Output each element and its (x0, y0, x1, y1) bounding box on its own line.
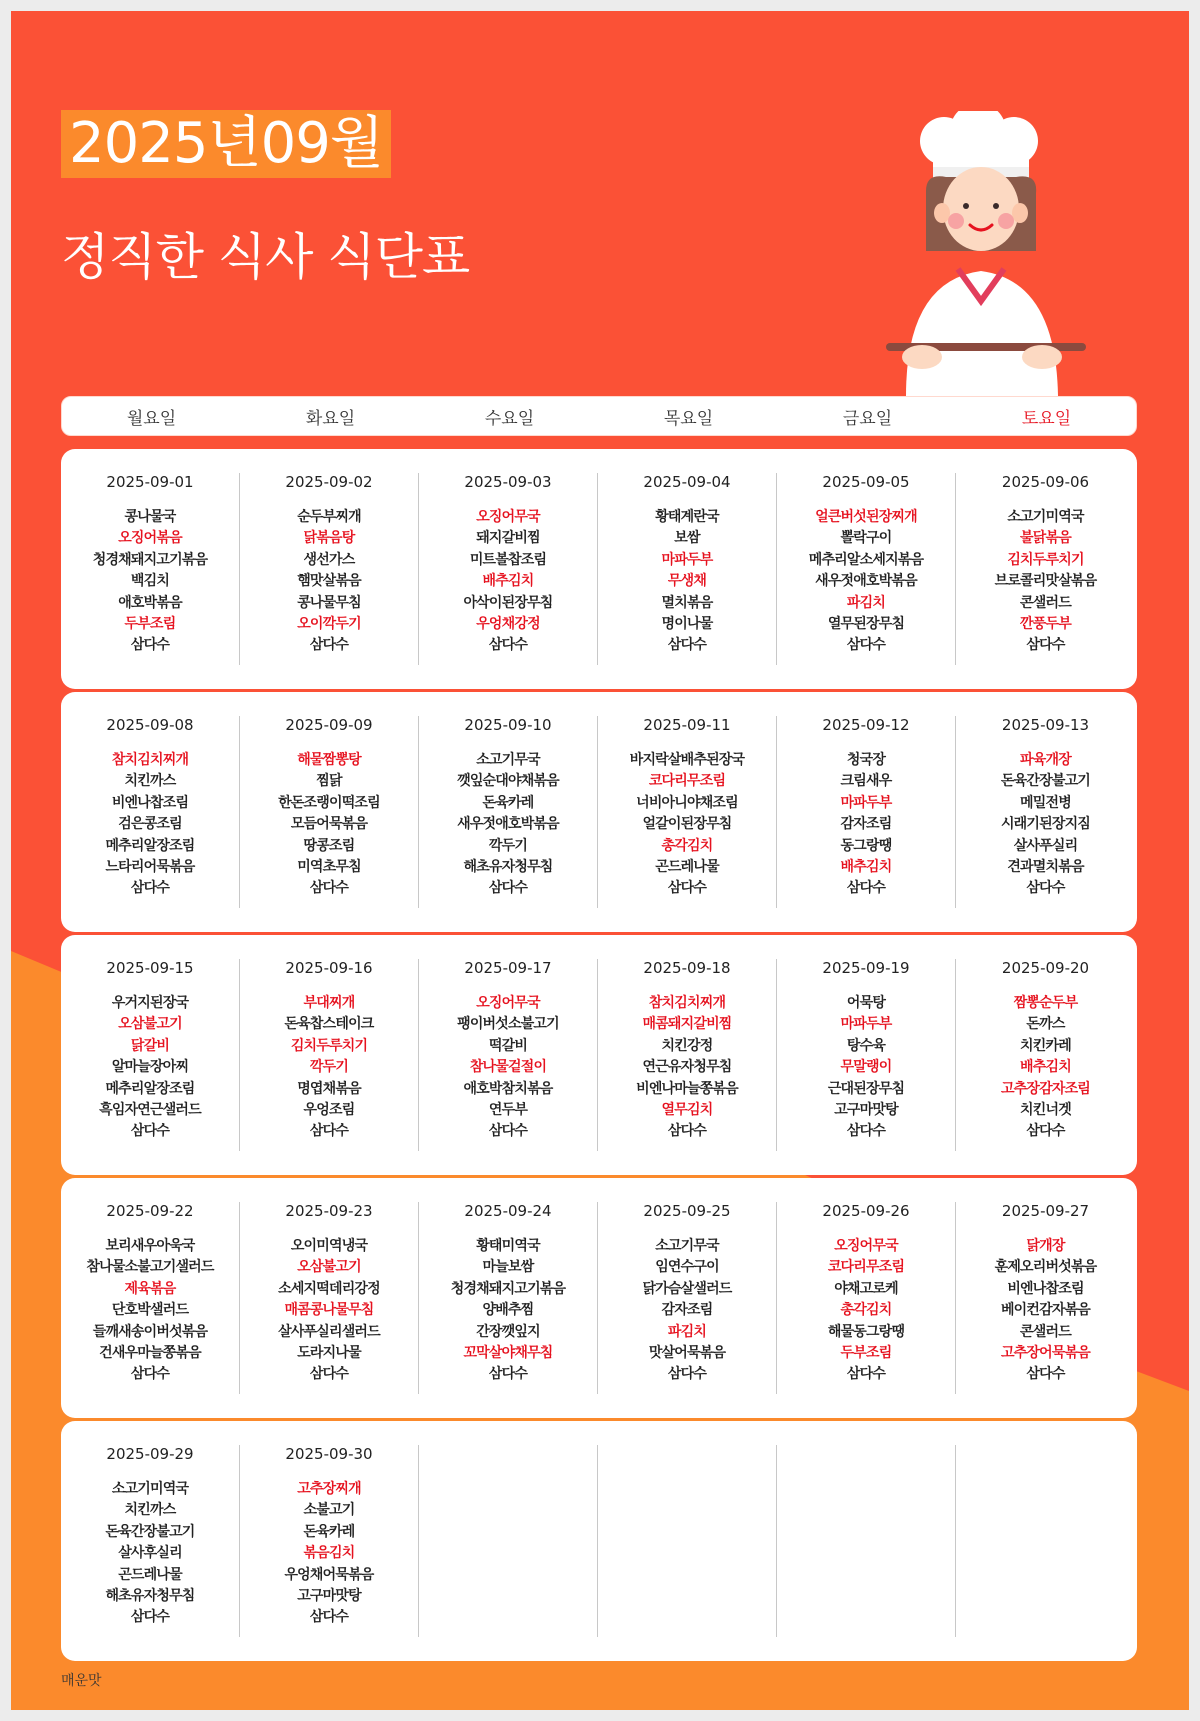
menu-item: 야채고로케 (834, 1280, 898, 1297)
menu-item: 콘샐러드 (1020, 594, 1071, 611)
day-cell (777, 1202, 956, 1394)
weekday-header (61, 396, 1137, 436)
day-cell (240, 1445, 419, 1637)
menu-item-spicy: 열무김치 (661, 1102, 713, 1119)
day-cell (419, 473, 598, 665)
menu-item: 시래기된장지짐 (1000, 816, 1091, 833)
menu-list (598, 993, 776, 1143)
day-cell (419, 1445, 598, 1637)
menu-item: 맛살어묵볶음 (648, 1345, 726, 1362)
day-date: 2025-09-15 (106, 959, 194, 977)
menu-item: 떡갈비 (488, 1037, 528, 1054)
menu-item: 치킨까스 (124, 773, 176, 790)
menu-item-spicy: 마파두부 (661, 551, 713, 568)
menu-item: 애호박볶음 (118, 594, 182, 611)
menu-item: 건새우마늘쫑볶음 (99, 1345, 201, 1362)
day-cell (240, 716, 419, 908)
week-row (61, 1178, 1137, 1418)
weekday-wednesday: 수요일 (484, 408, 535, 429)
menu-item: 황태미역국 (476, 1238, 540, 1254)
menu-item: 돼지갈비찜 (476, 530, 540, 547)
menu-item-spicy: 마파두부 (840, 794, 892, 811)
menu-item-spicy: 배추김치 (840, 859, 892, 876)
menu-item-spicy: 코다리무조림 (827, 1259, 905, 1276)
menu-item-spicy: 무말랭이 (840, 1059, 892, 1076)
menu-list (240, 750, 418, 900)
menu-item-spicy: 짬뽕순두부 (1013, 995, 1078, 1011)
menu-item: 살사푸실리샐러드 (278, 1323, 380, 1340)
menu-item: 해물동그랑땡 (827, 1323, 905, 1340)
menu-item: 애호박참치볶음 (463, 1080, 553, 1097)
menu-item-spicy: 닭갈비 (130, 1037, 170, 1054)
menu-item: 감자조림 (661, 1302, 713, 1319)
menu-list (956, 1236, 1135, 1386)
chef-illustration (886, 111, 1086, 396)
menu-item: 곤드레나물 (118, 1566, 182, 1583)
menu-item: 치킨까스 (124, 1502, 176, 1519)
day-date: 2025-09-25 (643, 1202, 731, 1220)
day-date: 2025-09-11 (643, 716, 731, 734)
menu-item: 도라지나물 (297, 1345, 361, 1362)
menu-item: 우엉조림 (303, 1102, 355, 1119)
menu-list (61, 507, 239, 657)
page-title: 정직한 식사 식단표 (61, 228, 470, 286)
menu-item-spicy: 오이깍두기 (297, 616, 361, 633)
day-cell (598, 1445, 777, 1637)
day-cell (777, 716, 956, 908)
menu-item: 한돈조랭이떡조림 (278, 794, 380, 811)
day-date: 2025-09-10 (464, 716, 552, 734)
day-date: 2025-09-30 (285, 1445, 373, 1463)
menu-list (956, 993, 1135, 1143)
menu-list (419, 507, 597, 657)
menu-item: 탕수육 (846, 1037, 886, 1054)
day-date: 2025-09-24 (464, 1202, 552, 1220)
day-date: 2025-09-16 (285, 959, 373, 977)
menu-item-spicy: 두부조림 (124, 616, 176, 633)
menu-item: 베이컨감자볶음 (1000, 1302, 1091, 1319)
menu-item: 느타리어묵볶음 (105, 859, 195, 876)
weekday-thursday: 목요일 (663, 408, 714, 429)
menu-list (598, 507, 776, 657)
menu-item-spicy: 오징어볶음 (118, 530, 182, 547)
day-cell (777, 1445, 956, 1637)
menu-item: 아삭이된장무침 (463, 594, 553, 611)
menu-list (61, 993, 239, 1143)
menu-item-spicy: 깐풍두부 (1020, 616, 1071, 633)
menu-item-spicy: 총각김치 (840, 1302, 892, 1319)
menu-item: 삼다수 (130, 637, 170, 654)
menu-item: 명이나물 (661, 616, 713, 633)
menu-item: 살사푸실리 (1013, 837, 1078, 854)
menu-item: 삼다수 (846, 1123, 886, 1140)
menu-item-spicy: 볶음김치 (303, 1545, 355, 1562)
menu-item-spicy: 닭개장 (1026, 1238, 1065, 1254)
menu-item: 어묵탕 (846, 995, 886, 1011)
menu-item: 삼다수 (488, 1123, 528, 1140)
day-cell (956, 473, 1135, 665)
menu-item: 연두부 (488, 1102, 528, 1119)
menu-item-spicy: 참나물겉절이 (469, 1059, 547, 1076)
menu-item: 삼다수 (1026, 880, 1065, 897)
day-date: 2025-09-29 (106, 1445, 194, 1463)
menu-item: 깍두기 (488, 837, 528, 854)
menu-item-spicy: 파김치 (846, 594, 886, 611)
day-date: 2025-09-20 (1001, 959, 1090, 977)
menu-item-spicy: 오징어무국 (476, 995, 540, 1011)
menu-item: 명엽채볶음 (297, 1080, 361, 1097)
menu-item: 바지락살배추된장국 (629, 752, 745, 768)
menu-item-spicy: 고추장어묵볶음 (1000, 1345, 1091, 1362)
day-cell (777, 473, 956, 665)
menu-item: 삼다수 (309, 1123, 349, 1140)
menu-list (419, 1236, 597, 1386)
menu-item: 삼다수 (309, 1609, 349, 1626)
day-cell (956, 1202, 1135, 1394)
day-cell (61, 1202, 240, 1394)
menu-list (61, 1236, 239, 1386)
menu-item: 팽이버섯소불고기 (457, 1016, 559, 1033)
menu-item: 새우젓애호박볶음 (815, 573, 917, 590)
menu-item: 견과멸치볶음 (1007, 859, 1084, 876)
menu-item-spicy: 파김치 (667, 1323, 707, 1340)
menu-item: 땅콩조림 (303, 837, 355, 854)
menu-list (419, 993, 597, 1143)
menu-item: 돈육카레 (303, 1523, 355, 1540)
menu-item-spicy: 깍두기 (309, 1059, 349, 1076)
menu-item: 살사후실리 (118, 1545, 182, 1562)
menu-list (598, 750, 776, 900)
menu-item-spicy: 오삼불고기 (297, 1259, 361, 1276)
day-date: 2025-09-19 (822, 959, 910, 977)
menu-item: 청경채돼지고기볶음 (450, 1280, 566, 1297)
menu-item-spicy: 고추장찌개 (297, 1481, 361, 1497)
menu-list (777, 993, 955, 1143)
menu-list (598, 1236, 776, 1386)
menu-item: 돈육간장불고기 (105, 1523, 195, 1540)
day-date: 2025-09-09 (285, 716, 373, 734)
menu-item: 소세지떡데리강정 (278, 1280, 380, 1297)
menu-item: 삼다수 (488, 880, 528, 897)
menu-item-spicy: 제육볶음 (124, 1280, 176, 1297)
day-cell (61, 1445, 240, 1637)
day-date: 2025-09-06 (1001, 473, 1090, 491)
menu-list (777, 507, 955, 657)
menu-item-spicy: 총각김치 (661, 837, 713, 854)
menu-item: 연근유자청무침 (642, 1059, 732, 1076)
menu-item-spicy: 오징어무국 (476, 509, 540, 525)
menu-item: 생선가스 (303, 551, 355, 568)
menu-list (240, 993, 418, 1143)
menu-item-spicy: 마파두부 (840, 1016, 892, 1033)
menu-item-spicy: 무생채 (667, 573, 707, 590)
menu-item: 해초유자청무침 (105, 1588, 195, 1605)
menu-item: 콩나물국 (124, 509, 176, 525)
menu-item-spicy: 두부조림 (840, 1345, 892, 1362)
menu-item: 훈제오리버섯볶음 (994, 1259, 1097, 1276)
menu-item-spicy: 매콤콩나물무침 (284, 1302, 374, 1319)
menu-item: 삼다수 (1026, 1123, 1065, 1140)
day-cell (240, 1202, 419, 1394)
menu-item: 간장깻잎지 (476, 1323, 540, 1340)
menu-item-spicy: 오징어무국 (834, 1238, 898, 1254)
day-cell (777, 959, 956, 1151)
day-cell (598, 959, 777, 1151)
menu-item: 비엔나찹조림 (1007, 1280, 1084, 1297)
menu-item: 브로콜리맛살볶음 (994, 573, 1097, 590)
day-date: 2025-09-22 (106, 1202, 194, 1220)
day-date: 2025-09-12 (822, 716, 910, 734)
weekday-friday: 금요일 (842, 408, 893, 429)
day-date: 2025-09-23 (285, 1202, 373, 1220)
menu-item: 보리새우아욱국 (105, 1238, 195, 1254)
menu-item: 삼다수 (667, 880, 707, 897)
menu-item: 근대된장무침 (827, 1080, 905, 1097)
menu-item: 찜닭 (316, 773, 342, 790)
menu-item: 흑임자연근샐러드 (99, 1102, 201, 1119)
menu-item: 삼다수 (846, 1366, 886, 1383)
menu-item: 콩나물무침 (297, 594, 361, 611)
menu-item: 삼다수 (1026, 1366, 1065, 1383)
menu-item: 들깨새송이버섯볶음 (92, 1323, 208, 1340)
menu-item: 깻잎순대야채볶음 (457, 773, 559, 790)
menu-item: 삼다수 (309, 880, 349, 897)
week-row (61, 449, 1137, 689)
menu-item: 멸치볶음 (661, 594, 713, 611)
day-cell (419, 716, 598, 908)
menu-item-spicy: 불닭볶음 (1020, 530, 1071, 547)
menu-item: 메추리알소세지볶음 (808, 551, 924, 568)
menu-item: 삼다수 (130, 1123, 170, 1140)
menu-item: 메밀전병 (1020, 794, 1071, 811)
weekday-saturday: 토요일 (1021, 408, 1072, 429)
menu-list (240, 507, 418, 657)
menu-item: 비엔나찹조림 (111, 794, 189, 811)
menu-item-spicy: 참치김치찌개 (111, 752, 189, 768)
day-date: 2025-09-02 (285, 473, 373, 491)
menu-item: 얼갈이된장무침 (642, 816, 732, 833)
menu-item: 청국장 (846, 752, 886, 768)
menu-item: 크림새우 (840, 773, 892, 790)
menu-item-spicy: 고추장감자조림 (1000, 1080, 1091, 1097)
menu-item: 치킨너겟 (1020, 1102, 1071, 1119)
menu-item: 메추리알장조림 (105, 1080, 195, 1097)
menu-item: 삼다수 (130, 1366, 170, 1383)
menu-item: 황태계란국 (655, 509, 719, 525)
day-date: 2025-09-26 (822, 1202, 910, 1220)
menu-item-spicy: 파육개장 (1020, 752, 1071, 768)
menu-item: 참나물소불고기샐러드 (86, 1259, 214, 1276)
menu-item: 삼다수 (488, 1366, 528, 1383)
menu-item: 감자조림 (840, 816, 892, 833)
menu-item-spicy: 배추김치 (1020, 1059, 1071, 1076)
menu-item: 메추리알장조림 (105, 837, 195, 854)
menu-item: 우거지된장국 (111, 995, 189, 1011)
menu-item: 치킨카레 (1020, 1037, 1071, 1054)
menu-item-spicy: 부대찌개 (303, 995, 355, 1011)
menu-item: 곤드레나물 (655, 859, 719, 876)
menu-item: 소고기미역국 (1007, 509, 1084, 525)
day-date: 2025-09-04 (643, 473, 731, 491)
menu-item-spicy: 닭볶음탕 (303, 530, 355, 547)
menu-item: 너비아니야채조림 (636, 794, 738, 811)
menu-item: 삼다수 (309, 637, 349, 654)
menu-item: 오이미역냉국 (290, 1238, 368, 1254)
menu-item: 햄맛살볶음 (297, 573, 361, 590)
day-date: 2025-09-05 (822, 473, 910, 491)
menu-item: 비엔나마늘쫑볶음 (636, 1080, 738, 1097)
menu-list (419, 750, 597, 900)
menu-item: 새우젓애호박볶음 (457, 816, 559, 833)
menu-list (777, 750, 955, 900)
menu-item: 동그랑땡 (840, 837, 892, 854)
menu-item-spicy: 코다리무조림 (648, 773, 726, 790)
day-date: 2025-09-01 (106, 473, 194, 491)
menu-item-spicy: 오삼불고기 (118, 1016, 182, 1033)
menu-item: 열무된장무침 (827, 616, 905, 633)
menu-item: 검은콩조림 (118, 816, 182, 833)
menu-item: 백김치 (130, 573, 170, 590)
day-cell (598, 1202, 777, 1394)
menu-item-spicy: 얼큰버섯된장찌개 (815, 509, 917, 525)
menu-item: 미트볼찹조림 (469, 551, 547, 568)
menu-item: 미역초무침 (297, 859, 361, 876)
menu-item: 우엉채어묵볶음 (284, 1566, 374, 1583)
menu-item: 모듬어묵볶음 (290, 816, 368, 833)
year-month-title: 2025년09월 (61, 110, 391, 178)
menu-item: 삼다수 (1026, 637, 1065, 654)
menu-item: 소고기무국 (655, 1238, 719, 1254)
menu-list (240, 1479, 418, 1629)
menu-item: 고구마맛탕 (297, 1588, 361, 1605)
menu-item: 임연수구이 (655, 1259, 719, 1276)
menu-item: 콘샐러드 (1020, 1323, 1071, 1340)
day-cell (598, 473, 777, 665)
day-date: 2025-09-18 (643, 959, 731, 977)
menu-item: 치킨강정 (661, 1037, 713, 1054)
menu-item: 알마늘장아찌 (111, 1059, 189, 1076)
menu-list (61, 750, 239, 900)
week-row (61, 1421, 1137, 1661)
day-date: 2025-09-13 (1001, 716, 1090, 734)
menu-item: 뽈락구이 (840, 530, 892, 547)
day-cell (956, 1445, 1135, 1637)
day-cell (61, 959, 240, 1151)
day-cell (240, 959, 419, 1151)
day-cell (956, 959, 1135, 1151)
day-date: 2025-09-03 (464, 473, 552, 491)
menu-item: 소고기무국 (476, 752, 540, 768)
day-cell (419, 959, 598, 1151)
day-cell (956, 716, 1135, 908)
weekday-monday: 월요일 (126, 408, 177, 429)
menu-item: 보쌈 (674, 530, 700, 547)
menu-list (956, 750, 1135, 900)
day-date: 2025-09-08 (106, 716, 194, 734)
menu-item: 삼다수 (667, 637, 707, 654)
menu-item: 소불고기 (303, 1502, 355, 1519)
menu-item: 돈육간장불고기 (1000, 773, 1091, 790)
menu-item: 삼다수 (488, 637, 528, 654)
menu-item-spicy: 김치두루치기 (1007, 551, 1084, 568)
menu-item: 삼다수 (846, 637, 886, 654)
menu-list (240, 1236, 418, 1386)
menu-item-spicy: 매콤돼지갈비찜 (642, 1016, 732, 1033)
menu-item: 삼다수 (667, 1123, 707, 1140)
week-row (61, 935, 1137, 1175)
menu-item-spicy: 참치김치찌개 (648, 995, 726, 1011)
menu-list (61, 1479, 239, 1629)
menu-item: 닭가슴살샐러드 (642, 1280, 732, 1297)
menu-item-spicy: 꼬막살야채무침 (463, 1345, 553, 1362)
menu-item: 해초유자청무침 (463, 859, 553, 876)
legend-spicy: 매운맛 (61, 1673, 102, 1689)
menu-item: 양배추찜 (482, 1302, 534, 1319)
menu-item: 순두부찌개 (297, 509, 361, 525)
menu-item-spicy: 우엉채강정 (476, 616, 540, 633)
menu-item: 마늘보쌈 (482, 1259, 534, 1276)
menu-item-spicy: 해물짬뽕탕 (297, 752, 361, 768)
week-row (61, 692, 1137, 932)
menu-item: 고구마맛탕 (834, 1102, 898, 1119)
day-cell (61, 473, 240, 665)
menu-item: 소고기미역국 (111, 1481, 189, 1497)
menu-item: 삼다수 (667, 1366, 707, 1383)
menu-list (777, 1236, 955, 1386)
menu-item: 돈까스 (1026, 1016, 1065, 1033)
weekday-tuesday: 화요일 (305, 408, 356, 429)
day-cell (598, 716, 777, 908)
menu-item: 삼다수 (846, 880, 886, 897)
day-cell (240, 473, 419, 665)
menu-item: 청경채돼지고기볶음 (92, 551, 208, 568)
menu-item-spicy: 배추김치 (482, 573, 534, 590)
menu-item: 돈육카레 (482, 794, 534, 811)
menu-item: 단호박샐러드 (111, 1302, 189, 1319)
menu-item: 돈육찹스테이크 (284, 1016, 374, 1033)
menu-item: 삼다수 (130, 1609, 170, 1626)
day-cell (419, 1202, 598, 1394)
menu-item-spicy: 김치두루치기 (290, 1037, 368, 1054)
day-date: 2025-09-27 (1001, 1202, 1090, 1220)
menu-list (956, 507, 1135, 657)
menu-item: 삼다수 (130, 880, 170, 897)
menu-poster (11, 11, 1189, 1710)
day-cell (61, 716, 240, 908)
day-date: 2025-09-17 (464, 959, 552, 977)
menu-item: 삼다수 (309, 1366, 349, 1383)
